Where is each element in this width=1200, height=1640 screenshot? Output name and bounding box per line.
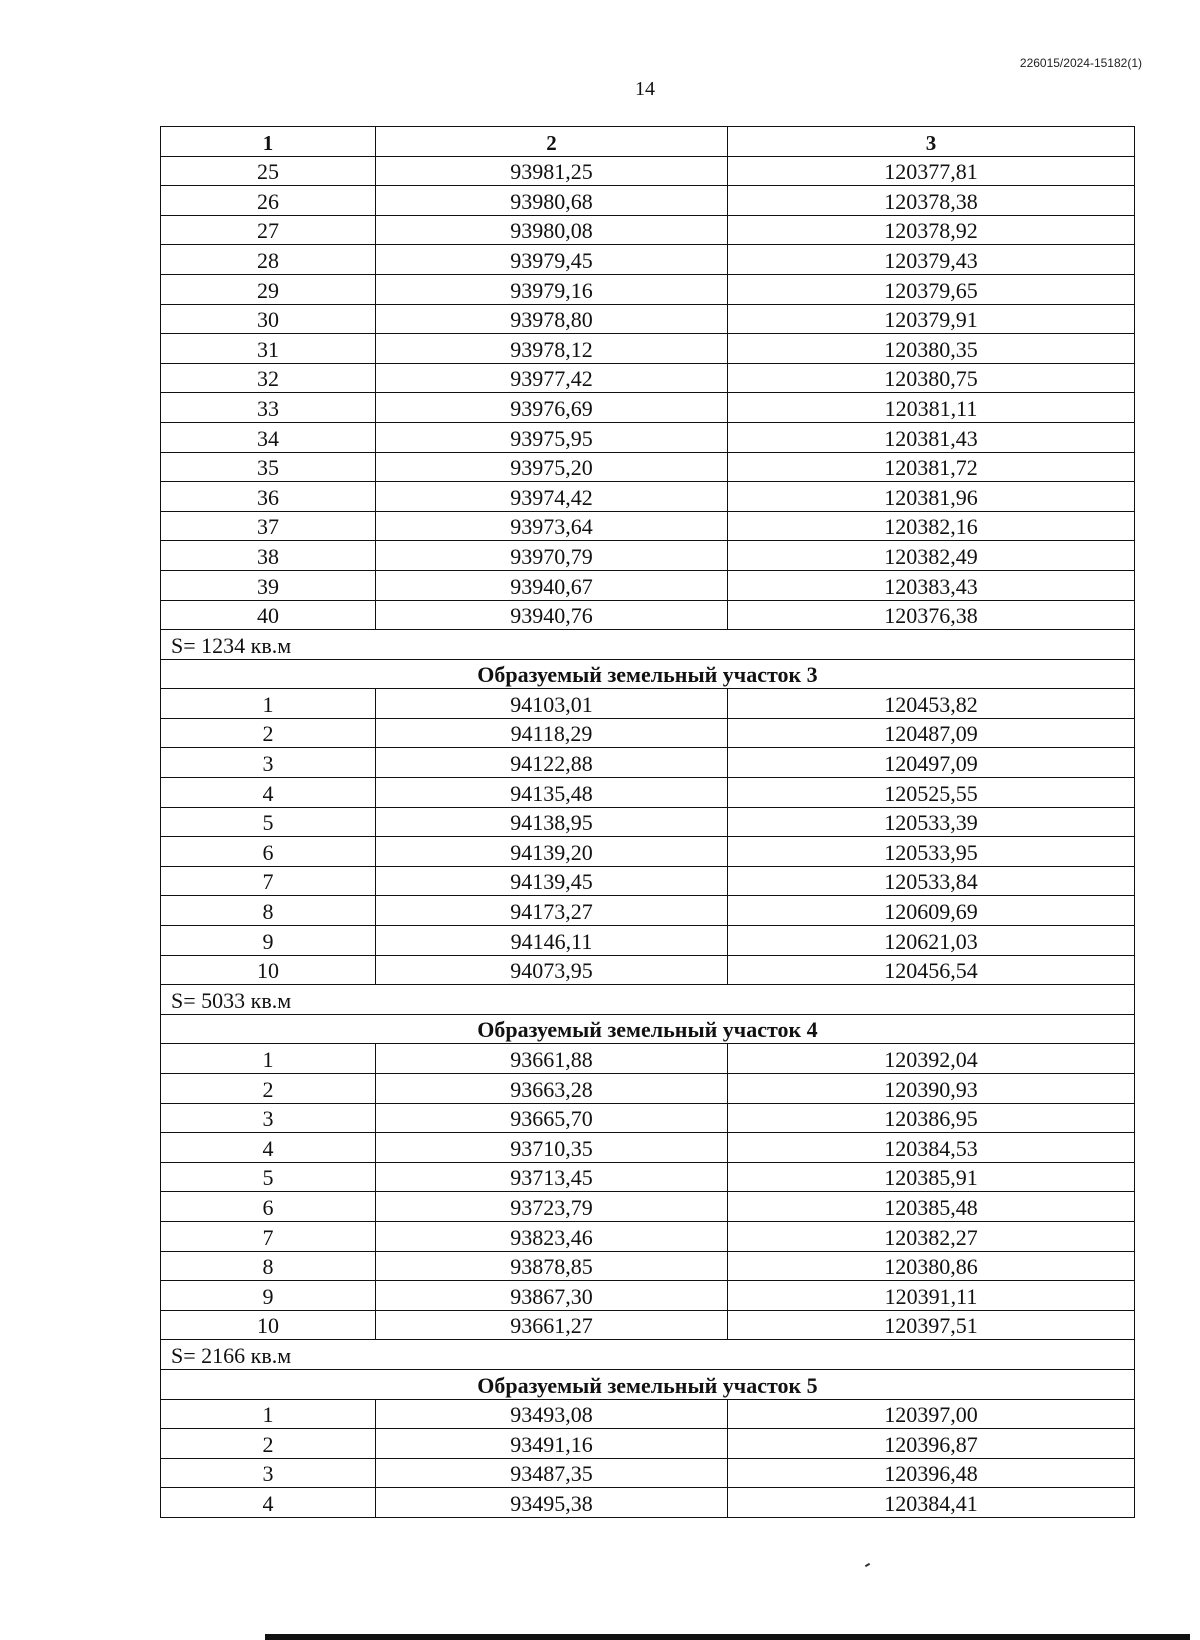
- point-number-cell: 10: [161, 955, 376, 985]
- x-coordinate-cell: 93980,08: [376, 215, 728, 245]
- section-heading-row: [161, 1014, 1135, 1044]
- x-coordinate-cell: 94122,88: [376, 748, 728, 778]
- table-row: [161, 304, 1135, 334]
- x-coordinate-cell: 94135,48: [376, 778, 728, 808]
- y-coordinate-cell: 120525,55: [728, 778, 1135, 808]
- document-id: 226015/2024-15182(1): [1019, 56, 1142, 70]
- x-coordinate-cell: 93975,95: [376, 422, 728, 452]
- table-row: [161, 334, 1135, 364]
- point-number-cell: 1: [161, 689, 376, 719]
- point-number-cell: 5: [161, 1162, 376, 1192]
- y-coordinate-cell: 120382,49: [728, 541, 1135, 571]
- y-coordinate-cell: 120380,75: [728, 363, 1135, 393]
- table-row: [161, 541, 1135, 571]
- y-coordinate-cell: 120385,48: [728, 1192, 1135, 1222]
- y-coordinate-cell: 120379,43: [728, 245, 1135, 275]
- x-coordinate-cell: 93487,35: [376, 1458, 728, 1488]
- y-coordinate-cell: 120380,35: [728, 334, 1135, 364]
- point-number-cell: 35: [161, 452, 376, 482]
- area-value: S= 2166 кв.м: [161, 1340, 1135, 1370]
- x-coordinate-cell: 93970,79: [376, 541, 728, 571]
- x-coordinate-cell: 93975,20: [376, 452, 728, 482]
- x-coordinate-cell: 93979,16: [376, 274, 728, 304]
- x-coordinate-cell: 93661,88: [376, 1044, 728, 1074]
- table-row: [161, 1133, 1135, 1163]
- y-coordinate-cell: 120381,11: [728, 393, 1135, 423]
- y-coordinate-cell: 120379,65: [728, 274, 1135, 304]
- header-cell-point: 1: [161, 127, 376, 157]
- section-title: Образуемый земельный участок 5: [161, 1369, 1135, 1399]
- y-coordinate-cell: 120386,95: [728, 1103, 1135, 1133]
- x-coordinate-cell: 93980,68: [376, 186, 728, 216]
- table-row: [161, 1310, 1135, 1340]
- point-number-cell: 30: [161, 304, 376, 334]
- table-row: [161, 1103, 1135, 1133]
- y-coordinate-cell: 120391,11: [728, 1281, 1135, 1311]
- point-number-cell: 31: [161, 334, 376, 364]
- x-coordinate-cell: 93493,08: [376, 1399, 728, 1429]
- y-coordinate-cell: 120533,95: [728, 837, 1135, 867]
- x-coordinate-cell: 94173,27: [376, 896, 728, 926]
- table-row: [161, 778, 1135, 808]
- y-coordinate-cell: 120382,27: [728, 1221, 1135, 1251]
- x-coordinate-cell: 93665,70: [376, 1103, 728, 1133]
- y-coordinate-cell: 120533,39: [728, 807, 1135, 837]
- header-cell-y: 3: [728, 127, 1135, 157]
- point-number-cell: 4: [161, 1133, 376, 1163]
- table-row: [161, 186, 1135, 216]
- y-coordinate-cell: 120396,48: [728, 1458, 1135, 1488]
- coordinates-table-body: [161, 127, 1135, 1518]
- point-number-cell: 33: [161, 393, 376, 423]
- point-number-cell: 6: [161, 837, 376, 867]
- page-number: 14: [635, 78, 655, 100]
- point-number-cell: 3: [161, 1103, 376, 1133]
- section-heading-row: [161, 1369, 1135, 1399]
- point-number-cell: 8: [161, 1251, 376, 1281]
- y-coordinate-cell: 120385,91: [728, 1162, 1135, 1192]
- point-number-cell: 26: [161, 186, 376, 216]
- point-number-cell: 38: [161, 541, 376, 571]
- table-row: [161, 452, 1135, 482]
- point-number-cell: 1: [161, 1044, 376, 1074]
- point-number-cell: 7: [161, 1221, 376, 1251]
- table-row: [161, 1044, 1135, 1074]
- table-row: [161, 1162, 1135, 1192]
- x-coordinate-cell: 93823,46: [376, 1221, 728, 1251]
- y-coordinate-cell: 120384,41: [728, 1488, 1135, 1518]
- y-coordinate-cell: 120397,51: [728, 1310, 1135, 1340]
- table-row: [161, 1429, 1135, 1459]
- y-coordinate-cell: 120383,43: [728, 570, 1135, 600]
- y-coordinate-cell: 120378,92: [728, 215, 1135, 245]
- point-number-cell: 9: [161, 1281, 376, 1311]
- point-number-cell: 40: [161, 600, 376, 630]
- point-number-cell: 36: [161, 482, 376, 512]
- point-number-cell: 1: [161, 1399, 376, 1429]
- y-coordinate-cell: 120381,43: [728, 422, 1135, 452]
- x-coordinate-cell: 93867,30: [376, 1281, 728, 1311]
- x-coordinate-cell: 93940,76: [376, 600, 728, 630]
- scan-speck: [865, 1563, 870, 1567]
- x-coordinate-cell: 93495,38: [376, 1488, 728, 1518]
- y-coordinate-cell: 120609,69: [728, 896, 1135, 926]
- x-coordinate-cell: 94139,20: [376, 837, 728, 867]
- area-row: [161, 985, 1135, 1015]
- x-coordinate-cell: 93978,80: [376, 304, 728, 334]
- table-row: [161, 1221, 1135, 1251]
- y-coordinate-cell: 120397,00: [728, 1399, 1135, 1429]
- table-row: [161, 393, 1135, 423]
- table-row: [161, 1488, 1135, 1518]
- area-row: [161, 1340, 1135, 1370]
- table-row: [161, 689, 1135, 719]
- x-coordinate-cell: 94146,11: [376, 926, 728, 956]
- table-row: [161, 1458, 1135, 1488]
- table-row: [161, 926, 1135, 956]
- x-coordinate-cell: 93978,12: [376, 334, 728, 364]
- x-coordinate-cell: 94073,95: [376, 955, 728, 985]
- x-coordinate-cell: 93663,28: [376, 1074, 728, 1104]
- point-number-cell: 28: [161, 245, 376, 275]
- table-row: [161, 1399, 1135, 1429]
- y-coordinate-cell: 120379,91: [728, 304, 1135, 334]
- coordinates-table: [160, 126, 1135, 1518]
- y-coordinate-cell: 120392,04: [728, 1044, 1135, 1074]
- point-number-cell: 7: [161, 866, 376, 896]
- x-coordinate-cell: 93491,16: [376, 1429, 728, 1459]
- y-coordinate-cell: 120382,16: [728, 511, 1135, 541]
- table-row: [161, 1251, 1135, 1281]
- table-row: [161, 215, 1135, 245]
- x-coordinate-cell: 94103,01: [376, 689, 728, 719]
- point-number-cell: 3: [161, 748, 376, 778]
- x-coordinate-cell: 93973,64: [376, 511, 728, 541]
- table-row: [161, 511, 1135, 541]
- table-row: [161, 422, 1135, 452]
- y-coordinate-cell: 120380,86: [728, 1251, 1135, 1281]
- header-row: [161, 127, 1135, 157]
- x-coordinate-cell: 93710,35: [376, 1133, 728, 1163]
- y-coordinate-cell: 120390,93: [728, 1074, 1135, 1104]
- table-row: [161, 363, 1135, 393]
- point-number-cell: 4: [161, 778, 376, 808]
- area-value: S= 1234 кв.м: [161, 630, 1135, 660]
- point-number-cell: 3: [161, 1458, 376, 1488]
- table-row: [161, 274, 1135, 304]
- point-number-cell: 9: [161, 926, 376, 956]
- table-row: [161, 748, 1135, 778]
- x-coordinate-cell: 93661,27: [376, 1310, 728, 1340]
- y-coordinate-cell: 120487,09: [728, 718, 1135, 748]
- table-row: [161, 600, 1135, 630]
- table-row: [161, 955, 1135, 985]
- point-number-cell: 2: [161, 1074, 376, 1104]
- y-coordinate-cell: 120378,38: [728, 186, 1135, 216]
- x-coordinate-cell: 93981,25: [376, 156, 728, 186]
- table-row: [161, 245, 1135, 275]
- point-number-cell: 4: [161, 1488, 376, 1518]
- y-coordinate-cell: 120384,53: [728, 1133, 1135, 1163]
- table-row: [161, 570, 1135, 600]
- y-coordinate-cell: 120456,54: [728, 955, 1135, 985]
- y-coordinate-cell: 120533,84: [728, 866, 1135, 896]
- y-coordinate-cell: 120381,72: [728, 452, 1135, 482]
- table-row: [161, 1074, 1135, 1104]
- y-coordinate-cell: 120621,03: [728, 926, 1135, 956]
- point-number-cell: 8: [161, 896, 376, 926]
- point-number-cell: 39: [161, 570, 376, 600]
- table-row: [161, 718, 1135, 748]
- table-row: [161, 896, 1135, 926]
- section-heading-row: [161, 659, 1135, 689]
- y-coordinate-cell: 120376,38: [728, 600, 1135, 630]
- x-coordinate-cell: 94138,95: [376, 807, 728, 837]
- point-number-cell: 5: [161, 807, 376, 837]
- point-number-cell: 6: [161, 1192, 376, 1222]
- point-number-cell: 37: [161, 511, 376, 541]
- table-row: [161, 482, 1135, 512]
- point-number-cell: 34: [161, 422, 376, 452]
- point-number-cell: 2: [161, 718, 376, 748]
- section-title: Образуемый земельный участок 4: [161, 1014, 1135, 1044]
- point-number-cell: 10: [161, 1310, 376, 1340]
- section-title: Образуемый земельный участок 3: [161, 659, 1135, 689]
- table-row: [161, 837, 1135, 867]
- x-coordinate-cell: 93976,69: [376, 393, 728, 423]
- table-row: [161, 866, 1135, 896]
- y-coordinate-cell: 120381,96: [728, 482, 1135, 512]
- y-coordinate-cell: 120453,82: [728, 689, 1135, 719]
- x-coordinate-cell: 93878,85: [376, 1251, 728, 1281]
- x-coordinate-cell: 93979,45: [376, 245, 728, 275]
- x-coordinate-cell: 93713,45: [376, 1162, 728, 1192]
- table-row: [161, 1281, 1135, 1311]
- area-value: S= 5033 кв.м: [161, 985, 1135, 1015]
- point-number-cell: 27: [161, 215, 376, 245]
- table-row: [161, 156, 1135, 186]
- point-number-cell: 32: [161, 363, 376, 393]
- point-number-cell: 25: [161, 156, 376, 186]
- x-coordinate-cell: 93974,42: [376, 482, 728, 512]
- y-coordinate-cell: 120396,87: [728, 1429, 1135, 1459]
- x-coordinate-cell: 93723,79: [376, 1192, 728, 1222]
- x-coordinate-cell: 94139,45: [376, 866, 728, 896]
- point-number-cell: 29: [161, 274, 376, 304]
- table-row: [161, 1192, 1135, 1222]
- area-row: [161, 630, 1135, 660]
- y-coordinate-cell: 120497,09: [728, 748, 1135, 778]
- scan-edge-line: [265, 1634, 1190, 1640]
- x-coordinate-cell: 93940,67: [376, 570, 728, 600]
- x-coordinate-cell: 94118,29: [376, 718, 728, 748]
- x-coordinate-cell: 93977,42: [376, 363, 728, 393]
- point-number-cell: 2: [161, 1429, 376, 1459]
- table-row: [161, 807, 1135, 837]
- header-cell-x: 2: [376, 127, 728, 157]
- y-coordinate-cell: 120377,81: [728, 156, 1135, 186]
